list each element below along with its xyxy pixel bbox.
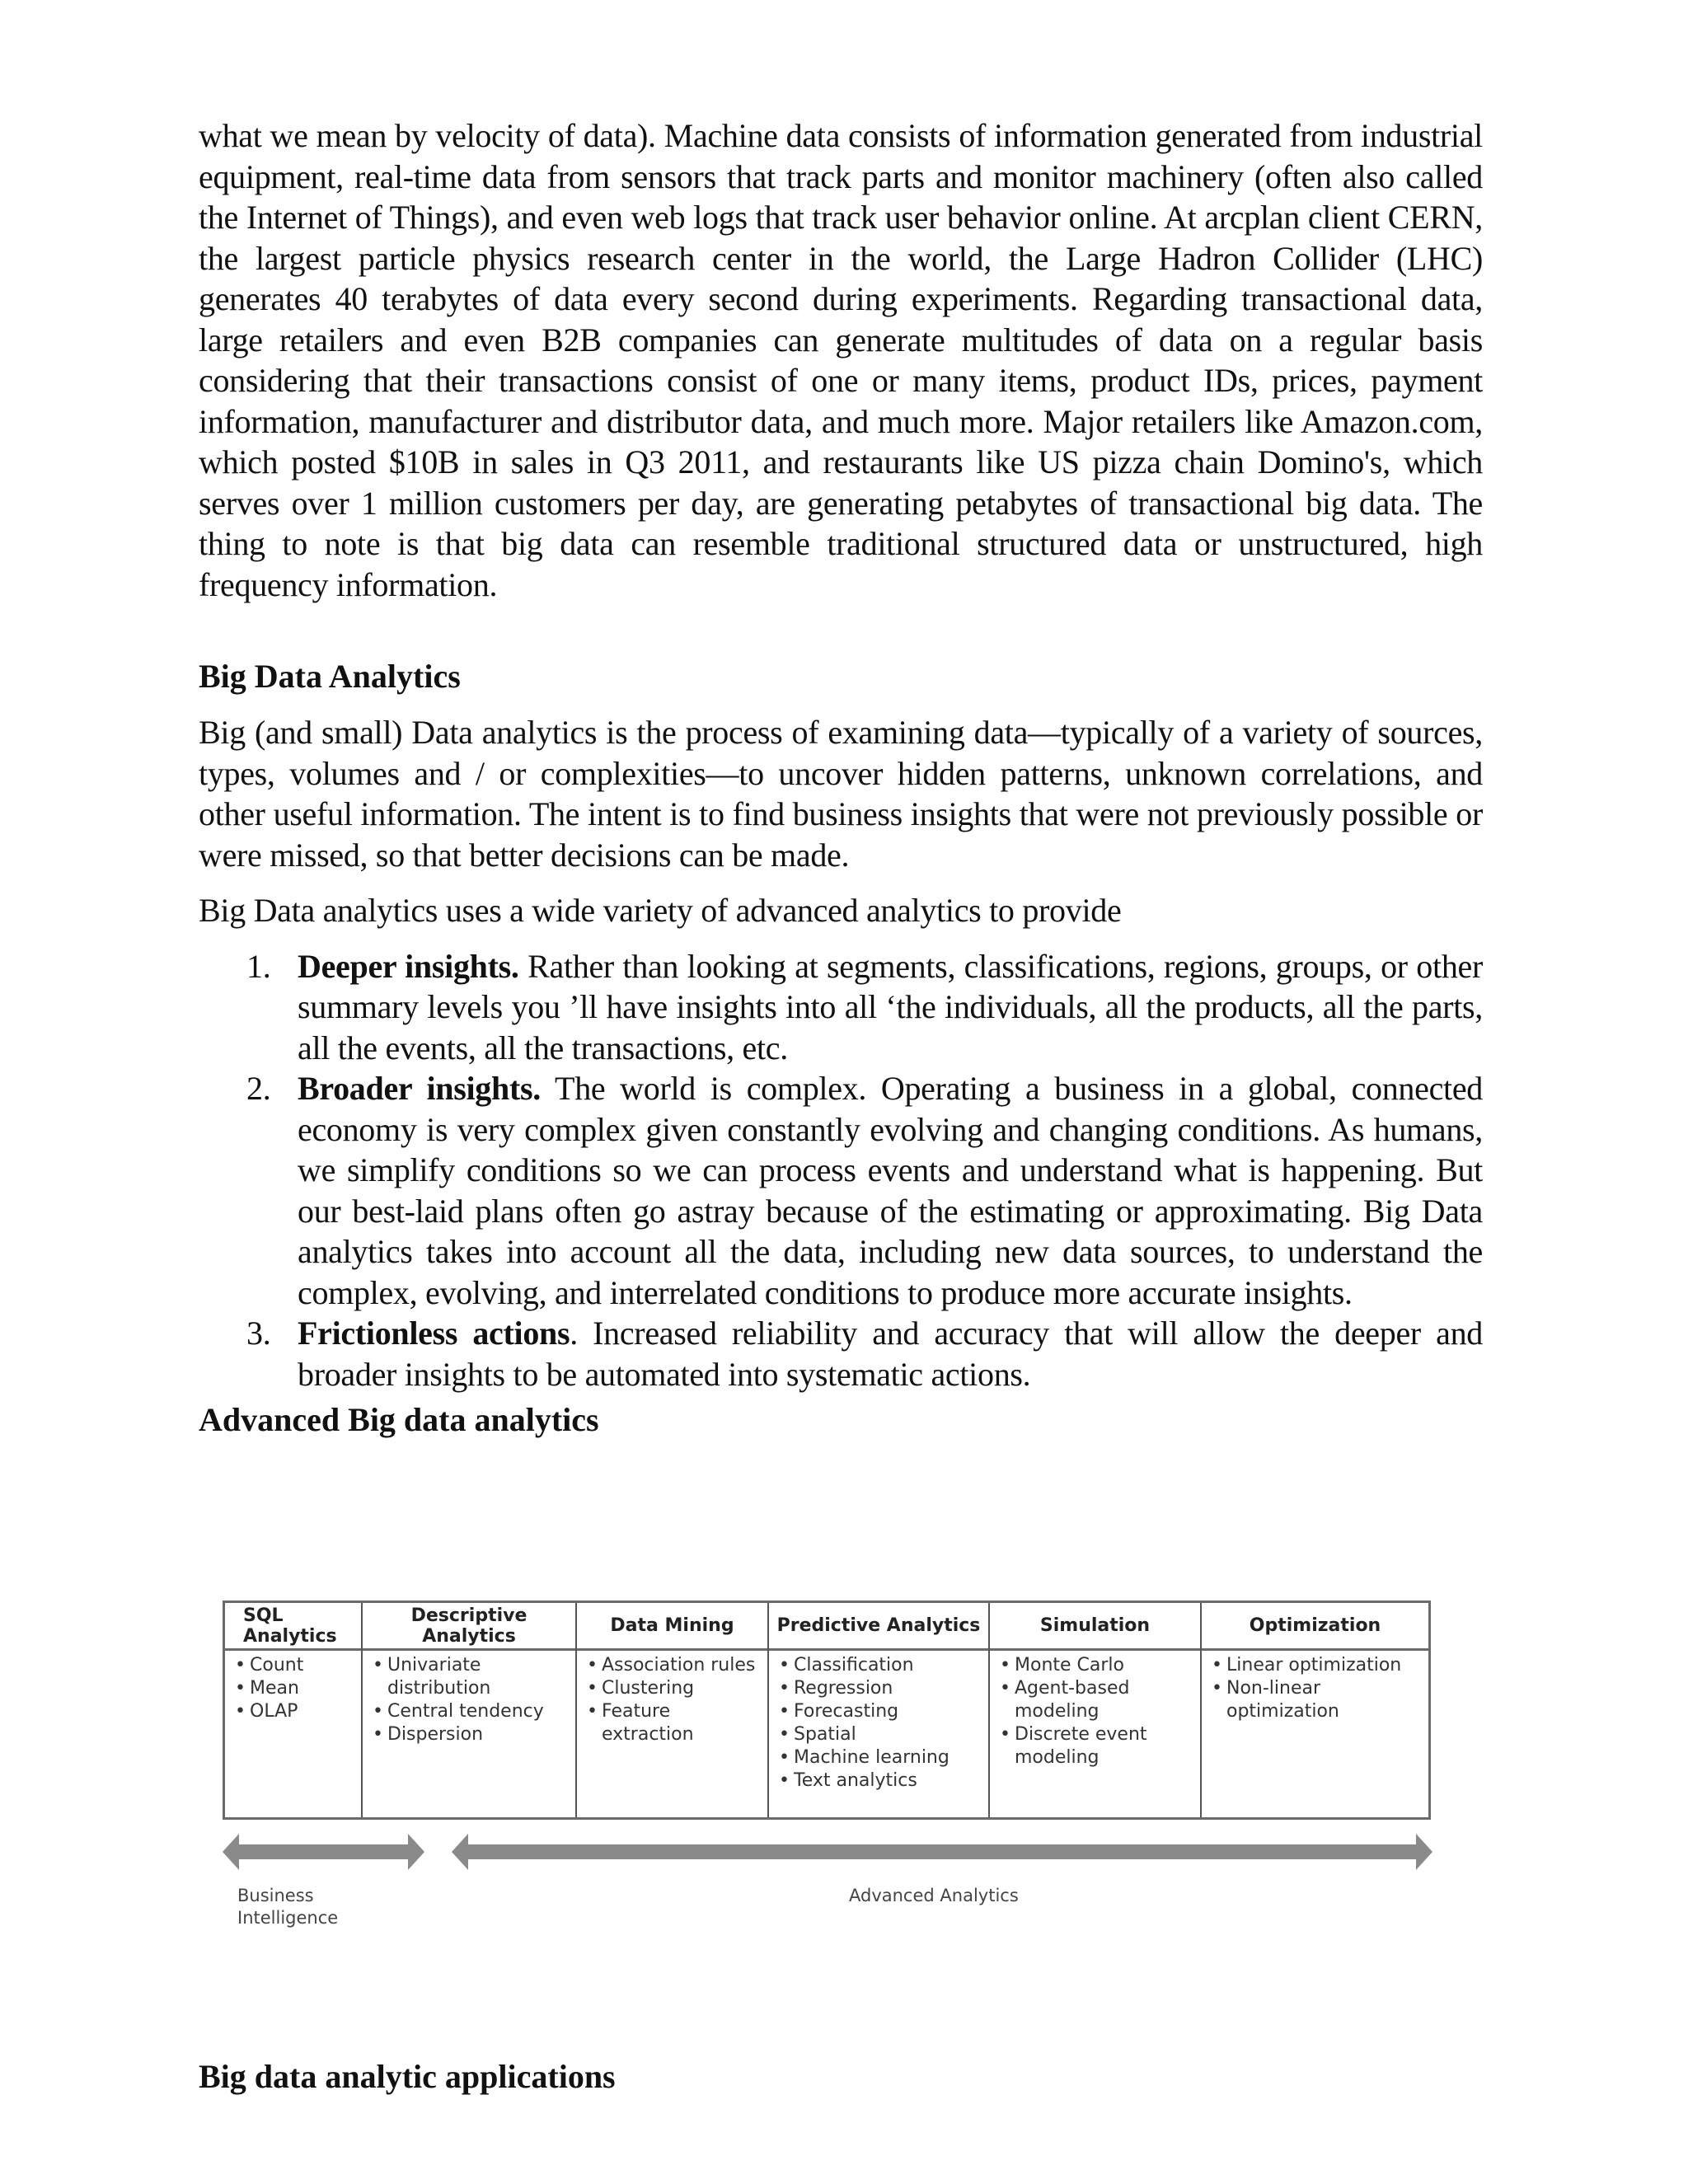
intro-paragraph: what we mean by velocity of data). Machine data consists of information generated from industrial equipment, real-time data from sensors that track parts and monitor machinery (often also called the Internet of Things), and even web logs that track user behavior online. At arcplan client CERN, the largest particle physics research center in the world, the Large Hadron Collider (LHC) generates 40 terabytes of data every second during experiments. Regarding transactional data, large retailers and even B2B companies can generate multitudes of data on a regular basis considering that their transactions consist of one or many items, product IDs, prices, payment information, manufacturer and distributor data, and much more. Major retailers like Amazon.com, which posted $10B in sales in Q3 2011, and restaurants like US pizza chain Domino's, which serves over 1 million customers per day, are generating petabytes of transactional big data. The thing to note is that big data can resemble traditional structured data or unstructured, high frequency information. xyxy=(199,117,1483,603)
column-body xyxy=(769,1651,988,1793)
column-header: SQL Analytics xyxy=(225,1603,361,1651)
list-item-title: Frictionless actions xyxy=(298,1315,570,1352)
column-header: Data Mining xyxy=(577,1603,767,1651)
column-sql-analytics xyxy=(225,1603,363,1817)
column-header: Simulation xyxy=(990,1603,1200,1651)
column-header: Optimization xyxy=(1202,1603,1428,1651)
document-page xyxy=(199,115,1483,1441)
column-item: • Central tendency xyxy=(373,1700,575,1723)
column-item: • Count xyxy=(235,1654,361,1677)
column-item: • Dispersion xyxy=(373,1723,575,1746)
column-item: • Agent-based modeling xyxy=(1000,1677,1200,1723)
column-item: • OLAP xyxy=(235,1700,361,1723)
section-heading-big-data-analytics: Big Data Analytics xyxy=(199,658,461,695)
list-number: 2. xyxy=(246,1070,271,1107)
double-arrow-icon xyxy=(452,1834,1432,1870)
column-header: Predictive Analytics xyxy=(769,1603,988,1651)
column-item: • Univariate distribution xyxy=(373,1654,575,1700)
list-item xyxy=(199,1313,1483,1394)
column-item: • Classification xyxy=(779,1654,988,1677)
column-optimization xyxy=(1202,1603,1428,1817)
list-item-text: The world is complex. Operating a business in a global, connected economy is very complex given constantly evolving and changing conditions. As humans, we simplify conditions so we can process events and understand what is happening. But our best-laid plans often go astray because of the estimating or approximating. Big Data analytics takes into account all the data, including new data sources, to understand the complex, evolving, and interrelated conditions to produce more accurate insights. xyxy=(298,1070,1483,1311)
column-item: • Discrete event modeling xyxy=(1000,1723,1200,1769)
column-body xyxy=(577,1651,767,1746)
column-item: • Clustering xyxy=(587,1677,767,1700)
section-heading-advanced-analytics: Advanced Big data analytics xyxy=(199,1401,599,1438)
column-descriptive-analytics xyxy=(363,1603,577,1817)
column-predictive-analytics xyxy=(769,1603,990,1817)
column-item: • Forecasting xyxy=(779,1700,988,1723)
column-item: • Non-linear optimization xyxy=(1212,1677,1428,1723)
column-body xyxy=(363,1651,575,1746)
range-arrows xyxy=(223,1831,1434,1872)
list-number: 3. xyxy=(246,1315,271,1352)
list-item-title: Deeper insights. xyxy=(298,947,519,985)
list-item xyxy=(199,1068,1483,1313)
list-item-text: . Increased reliability and accuracy that will allow the deeper and broader insights to be automated into systematic actions. xyxy=(298,1315,1483,1393)
column-body xyxy=(225,1651,361,1723)
column-data-mining xyxy=(577,1603,769,1817)
column-item: • Association rules xyxy=(587,1654,767,1677)
column-body xyxy=(990,1651,1200,1769)
column-header: Descriptive Analytics xyxy=(363,1603,575,1651)
column-item: • Linear optimization xyxy=(1212,1654,1428,1677)
column-item: • Monte Carlo xyxy=(1000,1654,1200,1677)
double-arrow-icon xyxy=(223,1834,424,1870)
section-heading-applications: Big data analytic applications xyxy=(199,2058,616,2095)
column-item: • Spatial xyxy=(779,1723,988,1746)
advanced-analytics-label: Advanced Analytics xyxy=(849,1886,1019,1905)
big-data-analytics-paragraph-2: Big Data analytics uses a wide variety of advanced analytics to provide xyxy=(199,892,1122,929)
column-item: • Regression xyxy=(779,1677,988,1700)
column-item: • Mean xyxy=(235,1677,361,1700)
column-item: • Machine learning xyxy=(779,1746,988,1769)
insights-list xyxy=(199,946,1483,1395)
column-simulation xyxy=(990,1603,1202,1817)
list-item xyxy=(199,946,1483,1069)
list-item-title: Broader insights. xyxy=(298,1070,541,1107)
business-intelligence-label: Business Intelligence xyxy=(237,1886,339,1928)
column-item: • Feature extraction xyxy=(587,1700,767,1746)
list-item-text: Rather than looking at segments, classifications, regions, groups, or other summary levels you ’ll have insights into all ‘the individuals, all the products, all the parts, all the events, all the transactions, etc. xyxy=(298,947,1483,1066)
list-number: 1. xyxy=(246,947,271,985)
analytics-table xyxy=(223,1601,1431,1820)
big-data-analytics-paragraph-1: Big (and small) Data analytics is the process of examining data—typically of a variety of sources, types, volumes and / or complexities—to uncover hidden patterns, unknown correlations, and other useful information. The intent is to find business insights that were not previously possible or were missed, so that better decisions can be made. xyxy=(199,714,1483,874)
column-item: • Text analytics xyxy=(779,1769,988,1793)
column-body xyxy=(1202,1651,1428,1723)
